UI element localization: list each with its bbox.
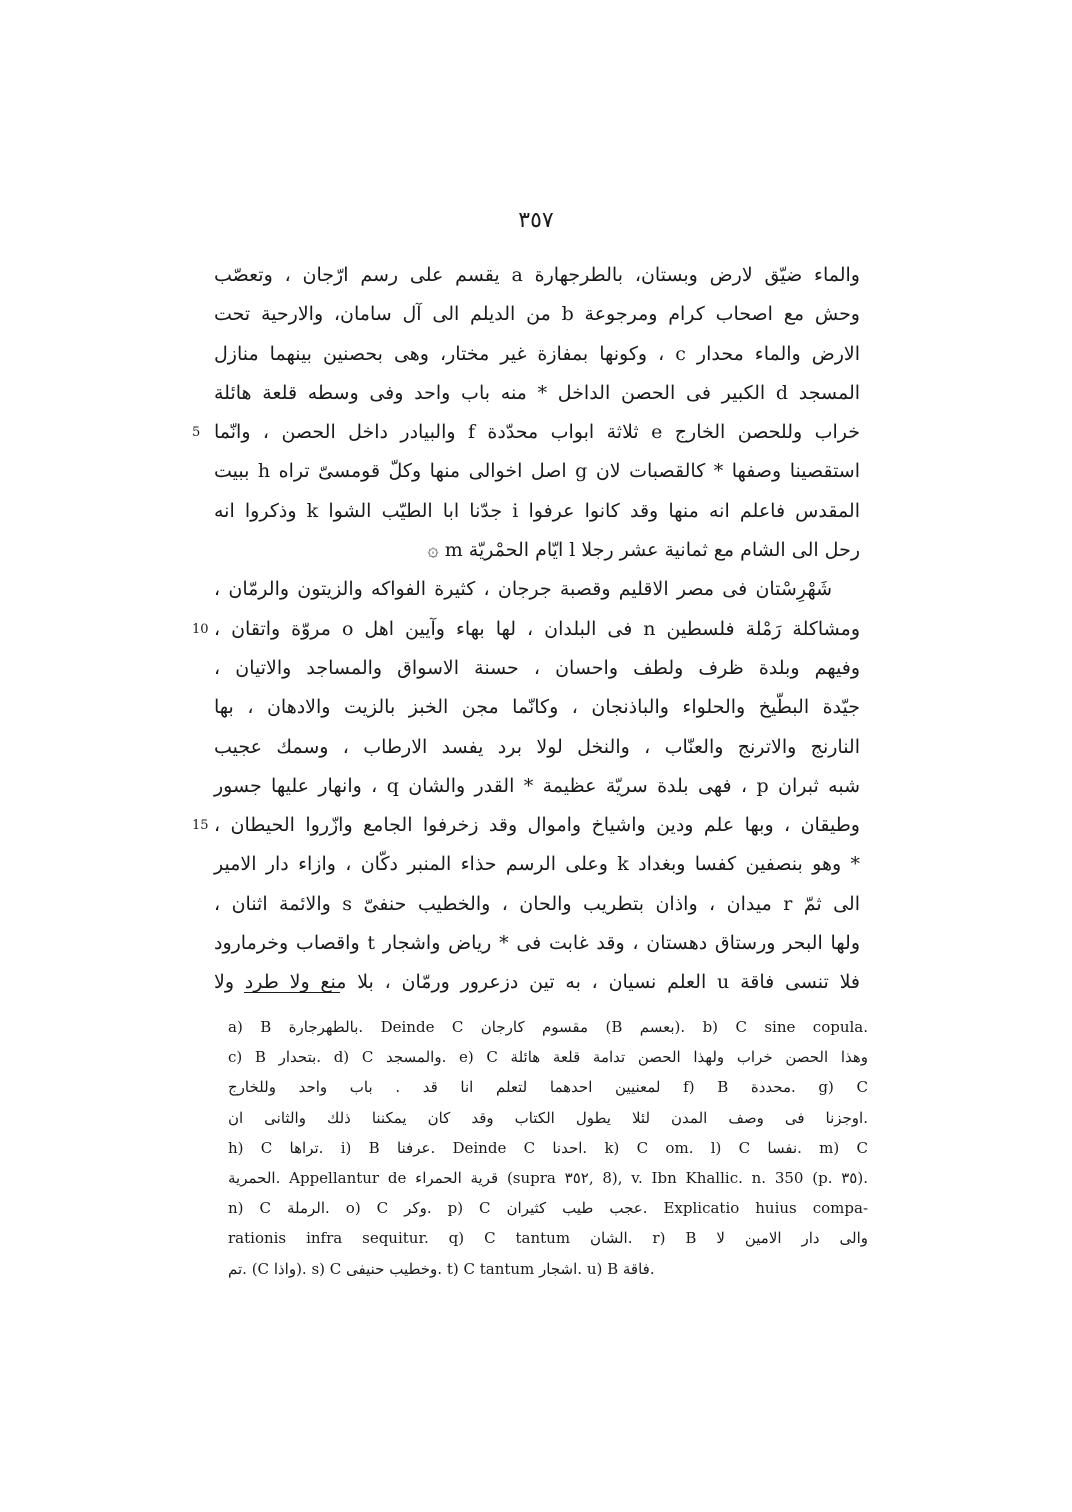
main-text [192,256,861,1003]
text-line: والماء ضيّق لارض وبستان، بالطرجهارة a يقسم على رسم ارّجان ، وتعصّب [214,264,860,286]
text-line: شَهْرِسْتان فى مصر الاقليم وقصبة جرجان ، كثيرة الفواكه والزيتون والرمّان ، [214,578,832,601]
text-line: وحش مع اصحاب كرام ومرجوعة b من الديلم الى آل سامان، والارحية تحت [214,303,860,326]
text-line-content: وطيقان ، وبها علم ودين واشياخ واموال وقد زخرفوا الجامع وازّروا الحيطان ، [214,814,860,837]
text-line-content: خراب وللحصن الخارج e ثلاثة ابواب محدّدة f والبيادر داخل الحصن ، وانّما [214,421,860,444]
footnote-line: c) B بتحدار. d) C والمسجد. e) C وهذا الحصن خراب ولهذا الحصن تدامة قلعة هائلة [228,1048,869,1067]
text-line: النارنج والاترنج والعنّاب ، والنخل لولا برد يفسد الارطاب ، وسمك عجيب [214,735,860,758]
line-number: 5 [192,425,201,441]
footnote-divider [244,992,340,993]
text-line-content: ومشاكلة رَمْلة فلسطين n فى البلدان ، لها بهاء وآيين اهل o مروّة واتقان ، [214,617,860,640]
text-line: ولها البحر ورستاق دهستان ، وقد غابت فى * رياض واشجار t واقصاب وخرمارود [214,932,861,955]
line-number: 15 [192,818,209,834]
footnote-line: n) C الرملة. o) C وكر. p) C عجب طيب كثيران. Explicatio huius compa- [228,1199,869,1218]
text-line [192,806,860,845]
footnote-line: اوجزنا فى وصف المدن لئلا يطول الكتاب وقد كان يمكننا ذلك والثانى ان. [228,1108,868,1127]
text-line: وفيهم وبلدة ظرف ولطف واحسان ، حسنة الاسواق والمساجد والاتيان ، [214,656,860,679]
text-line [192,610,860,649]
page-number: ٣٥٧ [518,208,554,233]
text-line: المقدس فاعلم انه منها وقد كانوا عرفوا i جدّنا ابا الطيّب الشوا k وذكروا انه [214,499,860,522]
text-line: رحل الى الشام مع ثمانية عشر رجلا l ايّام الحمْريّة m ۞ [427,539,860,562]
footnote-line: لمعنيين احدهما لتعلم انا قد . باب واحد وللخارج f) B محددة. g) C [228,1078,869,1097]
text-line: المسجد d الكبير فى الحصن الداخل * منه باب واحد وفى وسطه قلعة هائلة [214,381,861,404]
footnote-line: h) C تراها. i) B عرفنا. Deinde C احدنا. k) C om. l) C نفسا. m) C [228,1138,869,1157]
text-line: جيّدة البطّيخ والحلواء والباذنجان ، وكانّما مجن الخبز بالزيت والادهان ، بها [214,696,860,719]
line-number: 10 [192,621,209,637]
footnote-line: تم. (C واذا). s) C وخطيب حنيفى. t) C tantum اشجار. u) B فاقة. [228,1259,655,1278]
footnote-line: a) B بالطهرجارة. Deinde C مقسوم كارجان (B بعسم). b) C sine copula. [228,1018,869,1036]
text-line: الارض والماء محدار c ، وكونها بمفازة غير مختار، وهى بحصنين بينهما منازل [214,342,861,365]
text-line [192,413,860,452]
text-line: * وهو بنصفين كفسا وبغداد k وعلى الرسم حذاء المنبر دكّان ، وازاء دار الامير [214,853,860,876]
text-line: فلا تنسى فاقة u العلم نسيان ، به تين دزعرور ورمّان ، بلا منع ولا طرد ولا [214,971,860,994]
text-line: الى ثمّ r ميدان ، واذان بتطريب والحان ، والخطيب حنفىّ s والائمة اثنان ، [214,892,860,915]
footnote-line: rationis infra sequitur. q) C tantum الشان. r) B والى دار الامين لا [228,1229,868,1248]
footnotes [228,1012,868,1284]
footnote-line: الحمرية. Appellantur de قرية الحمراء (supra ٣٥٢, 8), v. Ibn Khallic. n. 350 (p. ٣٥). [228,1168,868,1187]
text-line: استقصينا وصفها * كالقصبات لان g اصل اخوالى منها وكلّ قومسىّ تراه h ببيت [214,460,861,483]
text-line: شبه ثبران p ، فهى بلدة سريّة عظيمة * القدر والشان q ، وانهار عليها جسور [214,774,860,797]
